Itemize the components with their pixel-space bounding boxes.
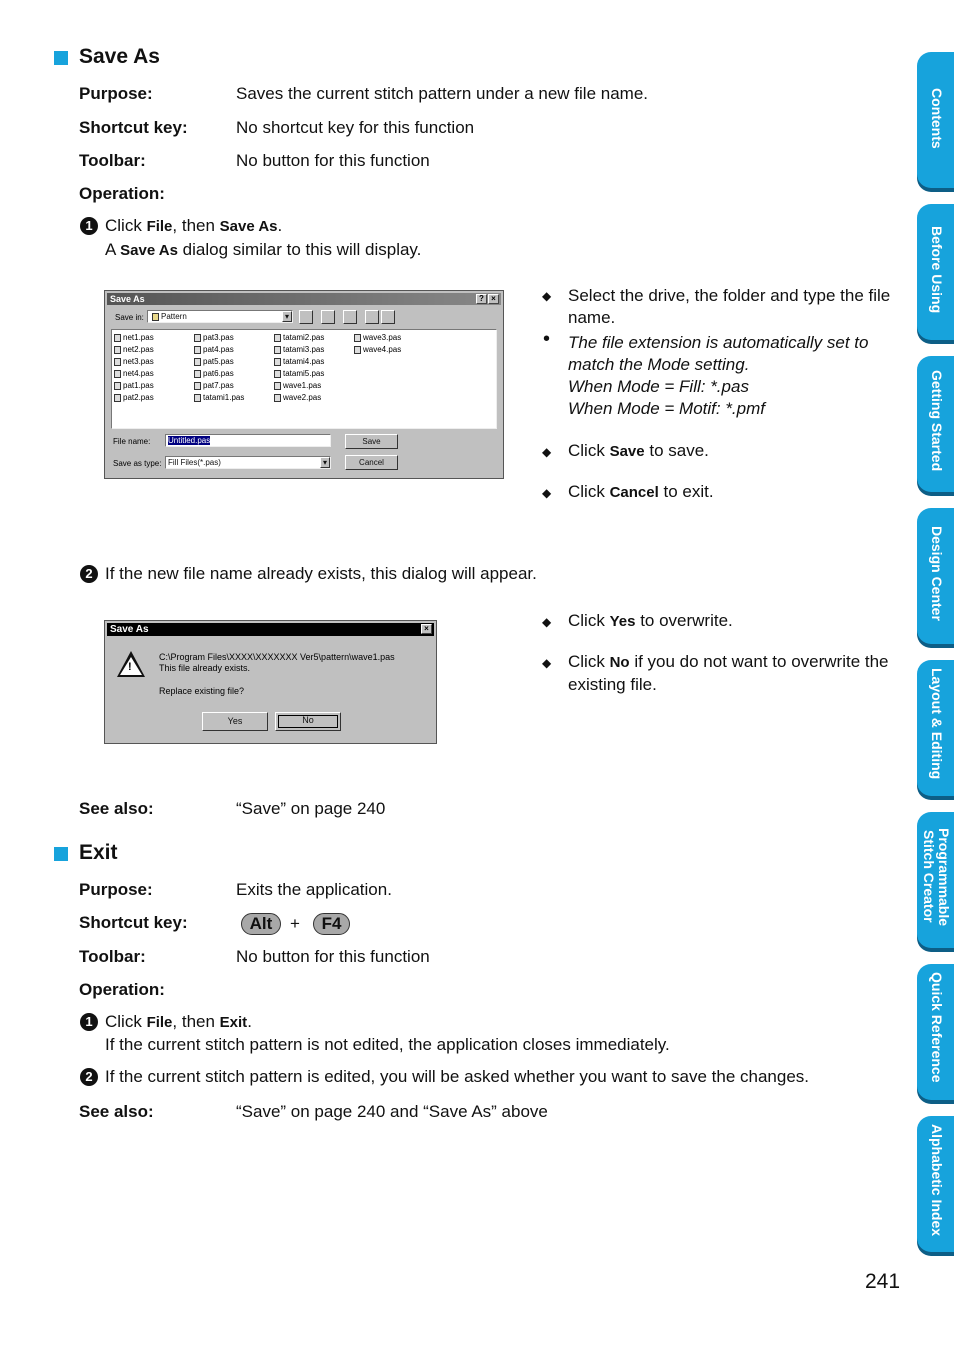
- purpose-value: Saves the current stitch pattern under a new file name.: [236, 84, 649, 103]
- section-heading-exit: Exit: [79, 841, 118, 864]
- diamond-bullet-icon: ◆: [542, 656, 552, 670]
- plus-sign: +: [290, 914, 300, 933]
- see-also-label: See also:: [79, 799, 154, 818]
- close-icon: ×: [488, 294, 499, 304]
- toolbar-label: Toolbar:: [79, 151, 146, 170]
- file-icon: [274, 334, 281, 342]
- file-icon: [274, 382, 281, 390]
- alt-key: Alt: [241, 913, 281, 935]
- file-icon: [194, 358, 201, 366]
- save-in-dropdown: Pattern ▾: [147, 310, 293, 323]
- file-icon: [354, 346, 361, 354]
- new-folder-icon: [343, 310, 357, 324]
- file-item: tatami2.pas: [274, 332, 324, 344]
- section-bullet: [54, 847, 68, 861]
- file-item: wave4.pas: [354, 344, 401, 356]
- file-item: pat2.pas: [114, 392, 154, 404]
- file-icon: [114, 382, 121, 390]
- step-number: 2: [80, 1068, 98, 1086]
- tab-design-center[interactable]: [917, 508, 954, 644]
- diamond-bullet-icon: ◆: [542, 486, 552, 500]
- f4-key: F4: [313, 913, 350, 935]
- tab-layout-editing[interactable]: [917, 660, 954, 796]
- diamond-bullet-icon: ◆: [542, 445, 552, 459]
- tab-contents[interactable]: [917, 52, 954, 188]
- chevron-down-icon: ▾: [282, 311, 292, 322]
- tab-label: Before Using: [929, 226, 945, 314]
- up-folder-icon: [299, 310, 313, 324]
- step-text: Click File, then Exit.: [105, 1012, 252, 1031]
- dialog-titlebar: Save As ×: [107, 623, 434, 636]
- step-number: 1: [80, 1013, 98, 1031]
- purpose-value: Exits the application.: [236, 880, 392, 899]
- note-click-no: Click No if you do not want to overwrite the existing file.: [568, 652, 889, 694]
- yes-button: Yes: [202, 712, 268, 731]
- dot-bullet-icon: •: [543, 328, 551, 350]
- chevron-down-icon: ▾: [320, 457, 330, 468]
- tab-label: Getting Started: [929, 370, 945, 472]
- file-item: net4.pas: [114, 368, 154, 380]
- tab-label: Programmable: [936, 828, 952, 927]
- file-icon: [114, 346, 121, 354]
- step-text: Click File, then Save As.: [105, 216, 283, 235]
- file-name-field: Untitled.pas: [165, 434, 331, 447]
- cancel-button: Cancel: [345, 455, 398, 470]
- tab-label: Quick Reference: [929, 972, 945, 1083]
- close-icon: ×: [421, 624, 432, 634]
- file-item: wave2.pas: [274, 392, 324, 404]
- operation-label: Operation:: [79, 980, 165, 999]
- note-select-drive: Select the drive, the folder and type the file name.: [568, 286, 891, 327]
- file-icon: [274, 346, 281, 354]
- toolbar-value: No button for this function: [236, 151, 430, 170]
- page-number: 241: [865, 1270, 901, 1293]
- tab-programmable-stitch-creator[interactable]: [917, 812, 954, 948]
- file-icon: [274, 358, 281, 366]
- file-icon: [194, 394, 201, 402]
- step-number: 1: [80, 217, 98, 235]
- shortcut-value: No shortcut key for this function: [236, 118, 475, 137]
- purpose-label: Purpose:: [79, 84, 153, 103]
- list-view-icon: [365, 310, 379, 324]
- help-icon: ?: [476, 294, 487, 304]
- file-item: pat6.pas: [194, 368, 244, 380]
- save-button: Save: [345, 434, 398, 449]
- overwrite-dialog-screenshot: [104, 620, 437, 744]
- file-item: net3.pas: [114, 356, 154, 368]
- file-item: pat4.pas: [194, 344, 244, 356]
- file-item: tatami1.pas: [194, 392, 244, 404]
- warning-mark: !: [128, 661, 132, 673]
- section-bullet: [54, 51, 68, 65]
- details-view-icon: [381, 310, 395, 324]
- file-item: net2.pas: [114, 344, 154, 356]
- file-name-label: File name:: [113, 437, 151, 446]
- note-click-yes: Click Yes to overwrite.: [568, 611, 733, 630]
- diamond-bullet-icon: ◆: [542, 615, 552, 629]
- file-icon: [194, 334, 201, 342]
- file-icon: [194, 382, 201, 390]
- file-icon: [274, 370, 281, 378]
- tab-before-using[interactable]: [917, 204, 954, 340]
- step-text: If the new file name already exists, this dialog will appear.: [105, 564, 537, 583]
- save-as-dialog-screenshot: [104, 290, 504, 479]
- toolbar-value: No button for this function: [236, 947, 430, 966]
- tab-label: Layout & Editing: [929, 668, 945, 780]
- note-extension: The file extension is automatically set to match the Mode setting. When Mode = Fill: *.pas When Mode = Motif: *.pmf: [568, 333, 869, 418]
- shortcut-label: Shortcut key:: [79, 913, 188, 932]
- file-item: pat3.pas: [194, 332, 244, 344]
- tab-label: Design Center: [929, 526, 945, 621]
- file-icon: [114, 394, 121, 402]
- shortcut-label: Shortcut key:: [79, 118, 188, 137]
- tab-getting-started[interactable]: [917, 356, 954, 492]
- step-number: 2: [80, 565, 98, 583]
- file-list: [111, 329, 497, 429]
- desktop-icon: [321, 310, 335, 324]
- section-heading-save-as: Save As: [79, 45, 160, 68]
- file-icon: [274, 394, 281, 402]
- toolbar-label: Toolbar:: [79, 947, 146, 966]
- file-item: pat5.pas: [194, 356, 244, 368]
- tab-label: Stitch Creator: [921, 830, 937, 923]
- file-icon: [354, 334, 361, 342]
- file-icon: [194, 346, 201, 354]
- file-icon: [114, 358, 121, 366]
- file-item: tatami4.pas: [274, 356, 324, 368]
- tab-label: Contents: [929, 88, 945, 149]
- file-item: tatami3.pas: [274, 344, 324, 356]
- tab-quick-reference[interactable]: [917, 964, 954, 1100]
- file-icon: [114, 370, 121, 378]
- tab-alphabetic-index[interactable]: [917, 1116, 954, 1252]
- purpose-label: Purpose:: [79, 880, 153, 899]
- file-item: pat1.pas: [114, 380, 154, 392]
- file-icon: [194, 370, 201, 378]
- step-text-line2: If the current stitch pattern is not edited, the application closes immediately.: [105, 1035, 670, 1054]
- file-item: wave1.pas: [274, 380, 324, 392]
- tab-label: Alphabetic Index: [929, 1124, 945, 1237]
- operation-label: Operation:: [79, 184, 165, 203]
- file-item: pat7.pas: [194, 380, 244, 392]
- step-text: If the current stitch pattern is edited, you will be asked whether you want to save the changes.: [105, 1067, 810, 1086]
- save-in-label: Save in:: [115, 313, 144, 322]
- folder-icon: [152, 313, 159, 321]
- dialog-path: C:\Program Files\XXXX\XXXXXXX Ver5\pattern\wave1.pas: [159, 652, 395, 662]
- file-item: net1.pas: [114, 332, 154, 344]
- dialog-line3: Replace existing file?: [159, 686, 245, 696]
- step-text-line2: A Save As dialog similar to this will display.: [105, 240, 422, 259]
- see-also-value: “Save” on page 240 and “Save As” above: [236, 1102, 548, 1121]
- see-also-label: See also:: [79, 1102, 154, 1121]
- save-type-dropdown: Fill Files(*.pas) ▾: [165, 456, 331, 469]
- file-item: tatami5.pas: [274, 368, 324, 380]
- dialog-line2: This file already exists.: [159, 663, 251, 673]
- file-icon: [114, 334, 121, 342]
- see-also-value: “Save” on page 240: [236, 799, 386, 818]
- file-item: wave3.pas: [354, 332, 401, 344]
- diamond-bullet-icon: ◆: [542, 289, 552, 303]
- no-button: No: [275, 712, 341, 731]
- note-click-cancel: Click Cancel to exit.: [568, 482, 714, 501]
- note-click-save: Click Save to save.: [568, 441, 709, 460]
- dialog-titlebar: Save As ? ×: [107, 293, 501, 305]
- save-type-label: Save as type:: [113, 459, 162, 468]
